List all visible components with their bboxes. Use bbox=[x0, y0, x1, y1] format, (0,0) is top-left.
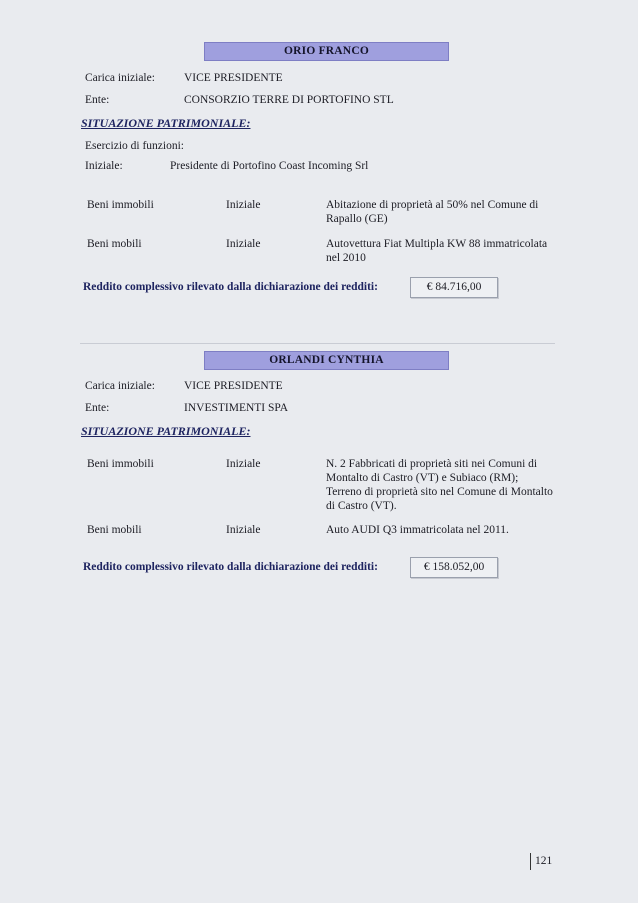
person-name-header: ORIO FRANCO bbox=[204, 42, 449, 61]
ente-value: CONSORZIO TERRE DI PORTOFINO STL bbox=[184, 94, 394, 106]
ente-label: Ente: bbox=[85, 94, 110, 106]
bene-description-line: Montalto di Castro (VT) e Subiaco (RM); bbox=[326, 472, 519, 484]
situazione-patrimoniale-title: SITUAZIONE PATRIMONIALE: bbox=[81, 116, 251, 130]
situazione-patrimoniale-title: SITUAZIONE PATRIMONIALE: bbox=[81, 424, 251, 438]
reddito-label: Reddito complessivo rilevato dalla dichiarazione dei redditi: bbox=[83, 281, 378, 293]
section-divider bbox=[80, 343, 555, 344]
reddito-amount-box: € 158.052,00 bbox=[410, 557, 498, 578]
bene-stato: Iniziale bbox=[226, 238, 261, 250]
carica-value: VICE PRESIDENTE bbox=[184, 380, 283, 392]
bene-type: Beni mobili bbox=[87, 238, 142, 250]
ente-label: Ente: bbox=[85, 402, 110, 414]
bene-description bbox=[326, 457, 576, 513]
bene-description-line: Terreno di proprietà sito nel Comune di Montalto bbox=[326, 486, 553, 498]
bene-description-line: Auto AUDI Q3 immatricolata nel 2011. bbox=[326, 524, 509, 536]
carica-label: Carica iniziale: bbox=[85, 72, 155, 84]
bene-type: Beni immobili bbox=[87, 199, 154, 211]
carica-value: VICE PRESIDENTE bbox=[184, 72, 283, 84]
reddito-amount-box: € 84.716,00 bbox=[410, 277, 498, 298]
bene-description-line: N. 2 Fabbricati di proprietà siti nei Comuni di bbox=[326, 458, 538, 470]
bene-description-line: di Castro (VT). bbox=[326, 500, 397, 512]
bene-description-line: Rapallo (GE) bbox=[326, 213, 388, 225]
bene-description-line: nel 2010 bbox=[326, 252, 366, 264]
iniziale-label: Iniziale: bbox=[85, 160, 123, 172]
bene-description bbox=[326, 237, 576, 265]
bene-type: Beni mobili bbox=[87, 524, 142, 536]
iniziale-value: Presidente di Portofino Coast Incoming Srl bbox=[170, 160, 369, 172]
bene-stato: Iniziale bbox=[226, 524, 261, 536]
carica-label: Carica iniziale: bbox=[85, 380, 155, 392]
page-number-rule bbox=[530, 853, 531, 870]
bene-description bbox=[326, 198, 576, 226]
bene-description-line: Autovettura Fiat Multipla KW 88 immatricolata bbox=[326, 238, 548, 250]
reddito-label: Reddito complessivo rilevato dalla dichiarazione dei redditi: bbox=[83, 561, 378, 573]
bene-description-line: Abitazione di proprietà al 50% nel Comune di bbox=[326, 199, 539, 211]
bene-stato: Iniziale bbox=[226, 199, 261, 211]
bene-stato: Iniziale bbox=[226, 458, 261, 470]
bene-description bbox=[326, 523, 576, 537]
page-number: 121 bbox=[535, 855, 553, 867]
bene-type: Beni immobili bbox=[87, 458, 154, 470]
esercizio-label: Esercizio di funzioni: bbox=[85, 140, 184, 152]
ente-value: INVESTIMENTI SPA bbox=[184, 402, 289, 414]
person-name-header: ORLANDI CYNTHIA bbox=[204, 351, 449, 370]
